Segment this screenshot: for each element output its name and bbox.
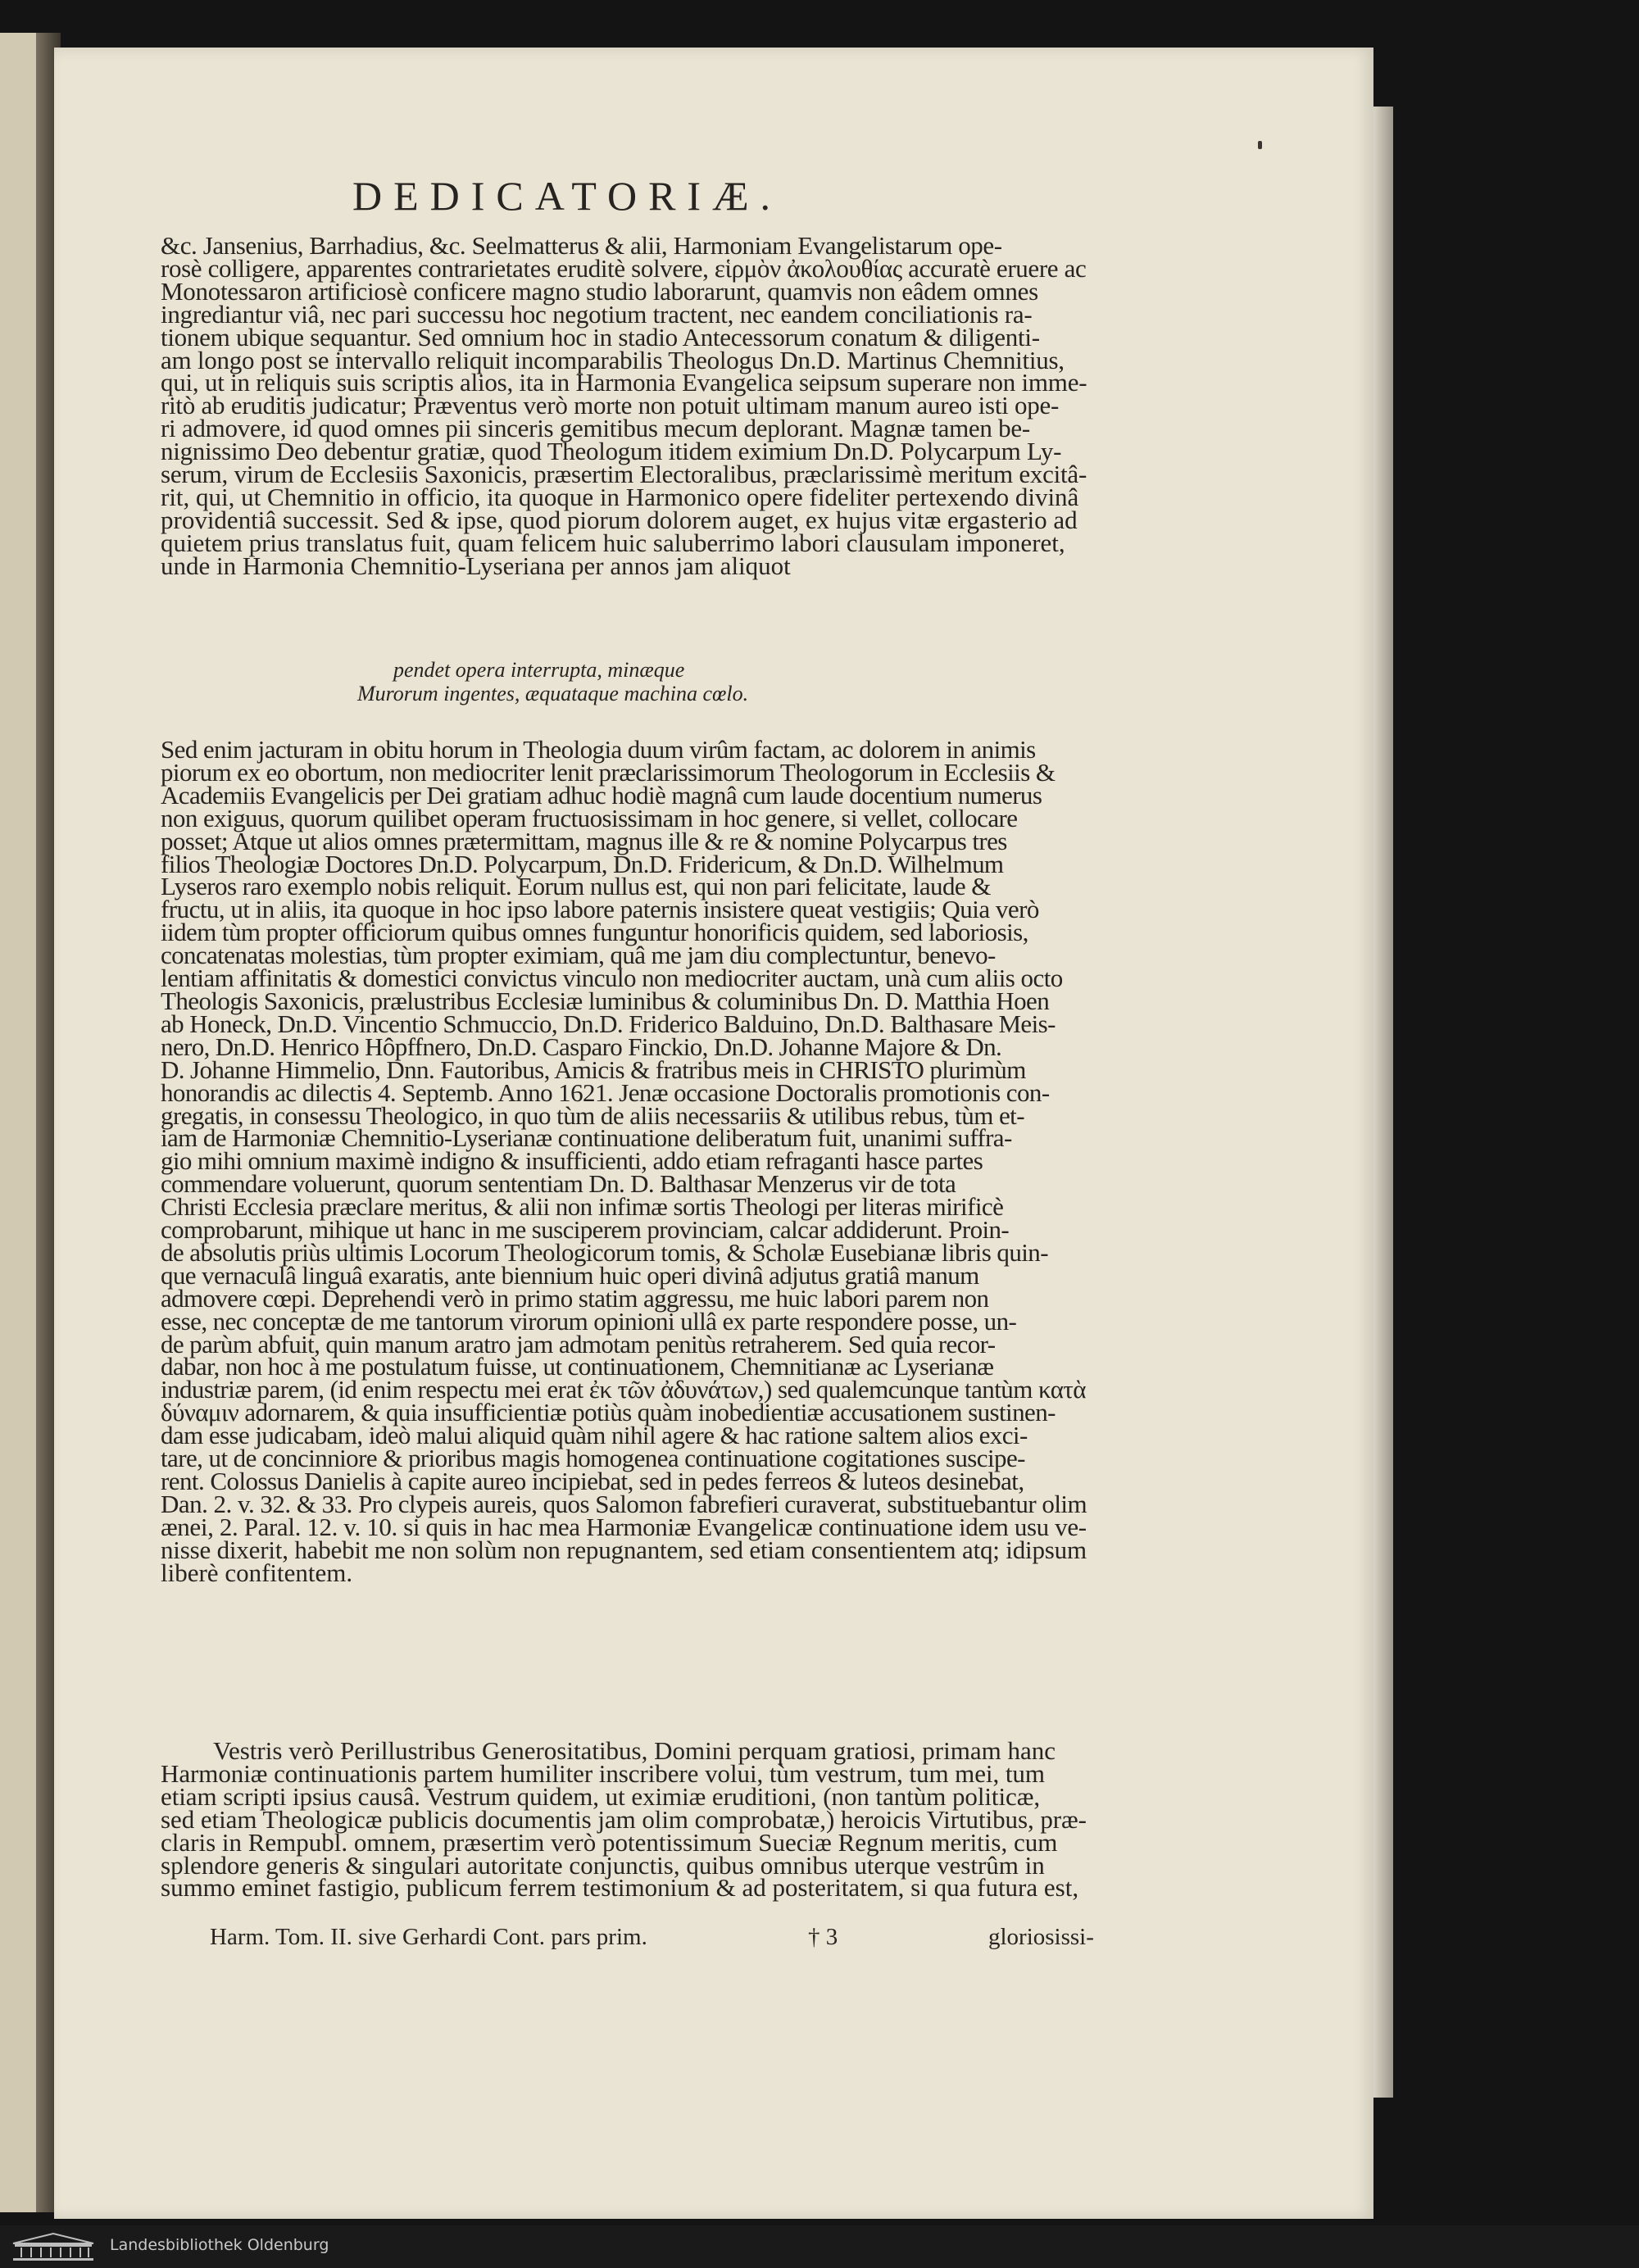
text-line: pendet opera interrupta, minæque [393, 658, 685, 682]
text-line: que vernaculâ linguâ exaratis, ante biennium huic operi divinâ adjutus gratiâ manum [161, 1260, 979, 1290]
text-line: gregatis, in consessu Theologico, in quo tùm de aliis necessariis & utilibus rebus, tùm et- [161, 1100, 1025, 1130]
text-line: Monotessaron artificiosè conficere magno studio laborarunt, quamvis non eâdem omnes [161, 276, 1038, 306]
text-line: ingrediantur viâ, nec pari successu hoc negotium tractent, nec eandem conciliationis ra- [161, 299, 1033, 329]
text-line: serum, virum de Ecclesiis Saxonicis, præsertim Electoralibus, præclarissimè meritum excitâ- [161, 460, 1087, 489]
text-line: iidem tùm propter officiorum quibus omnes funguntur honorificis quidem, sed laboriosis, [161, 918, 1028, 947]
ink-mark [1258, 141, 1262, 149]
text-line: commendare voluerunt, quorum sententiam Dn. D. Balthasar Menzerus vir de tota [161, 1169, 956, 1199]
text-line: Dan. 2. v. 32. & 33. Pro clypeis aureis, quos Salomon fabrefieri curaverat, substituebantur olim [161, 1489, 1087, 1518]
text-line: Academiis Evangelicis per Dei gratiam adhuc hodiè magnâ cum laude docentium numerus [161, 780, 1042, 810]
text-line: tionem ubique sequantur. Sed omnium hoc in stadio Antecessorum conatum & diligenti- [161, 322, 1040, 352]
library-name: Landesbibliothek Oldenburg [110, 2236, 329, 2254]
text-line: sed etiam Theologicæ publicis documentis jam olim comprobatæ,) heroicis Virtutibus, præ- [161, 1804, 1087, 1834]
catchword: gloriosissi- [988, 1924, 1094, 1950]
text-line: ænei, 2. Paral. 12. v. 10. si quis in hac mea Harmoniæ Evangelicæ continuatione idem usu ve- [161, 1512, 1087, 1541]
text-line: lentiam affinitatis & domestici convictus vinculo non mediocriter auctam, unà cum aliis octo [161, 964, 1063, 993]
text-line: non exiguus, quorum quilibet operam fructuosissimam in hoc genere, si vellet, collocare [161, 803, 1018, 832]
verse-quote [357, 658, 749, 705]
library-building-icon [8, 2230, 98, 2263]
text-line: fructu, ut in aliis, ita quoque in hoc ipso labore paternis insistere queat vestigiis; Quia verò [161, 895, 1039, 924]
text-line: posset; Atque ut alios omnes prætermittam, magnus ille & re & nomine Polycarpus tres [161, 826, 1007, 855]
text-line: etiam scripti ipsius causâ. Vestrum quidem, ut eximiæ eruditioni, (non tantùm politicæ, [161, 1781, 1041, 1811]
page-stack-edge [1373, 107, 1393, 2098]
text-line: Vestris verò Perillustribus Generositatibus, Domini perquam gratiosi, primam hanc [213, 1736, 1056, 1765]
text-line: ri admovere, id quod omnes pii sinceris gemitibus mecum deplorant. Magnæ tamen be- [161, 414, 1030, 443]
text-line: filios Theologiæ Doctores Dn.D. Polycarpum, Dn.D. Fridericum, & Dn.D. Wilhelmum [161, 849, 1004, 878]
text-line: tare, ut de concinniore & prioribus magis homogenea continuatione cogitationes suscipe- [161, 1444, 1025, 1473]
text-line: ritò ab eruditis judicatur; Præventus verò morte non potuit ultimam manum aureo isti ope- [161, 391, 1060, 420]
paragraph-3 [161, 1736, 1087, 1903]
text-line: nisse dixerit, habebit me non solùm non repugnantem, sed etiam consentientem atq; idipsum [161, 1535, 1087, 1564]
text-line: Sed enim jacturam in obitu horum in Theologia duum virûm factam, ac dolorem in animis [161, 735, 1036, 764]
text-line: dabar, non hoc à me postulatum fuisse, ut continuationem, Chemnitianæ ac Lyserianæ [161, 1352, 994, 1381]
text-line: honorandis ac dilectis 4. Septemb. Anno 1621. Jenæ occasione Doctoralis promotionis con- [161, 1077, 1050, 1107]
text-line: unde in Harmonia Chemnitio-Lyseriana per annos jam aliquot [161, 551, 791, 580]
text-line: concatenatas molestias, tùm propter eximiam, quâ me jam diu complectuntur, benevo- [161, 941, 996, 970]
text-line: iam de Harmoniæ Chemnitio-Lyserianæ continuatione deliberatum fuit, unanimi suffra- [161, 1123, 1012, 1153]
text-line: qui, ut in reliquis suis scriptis alios, ita in Harmonia Evangelica seipsum superare non imme- [161, 368, 1087, 397]
text-line: gio mihi omnium maximè indigno & insufficienti, addo etiam refraganti hasce partes [161, 1146, 983, 1176]
paragraph-2 [161, 735, 1087, 1587]
text-line: splendore generis & singulari autoritate conjunctis, quibus omnibus uterque vestrûm in [161, 1850, 1045, 1880]
text-line: providentiâ successit. Sed & ipse, quod piorum dolorem auget, ex hujus vitæ ergasterio ad [161, 505, 1078, 534]
text-line: quietem prius translatus fuit, quam felicem huic saluberrimo labori clausulam imponeret, [161, 528, 1065, 557]
text-line: liberè confitentem. [161, 1558, 353, 1587]
text-line: δύναμιν adornarem, & quia insufficientiæ potiùs quàm inobedientiæ accusationem sustinen- [161, 1398, 1056, 1427]
text-line: rit, qui, ut Chemnitio in officio, ita quoque in Harmonico opere fideliter pertexendo divinâ [161, 482, 1079, 511]
text-line: dam esse judicabam, ideò malui aliquid quàm nihil agere & hac ratione saltem alios exci- [161, 1421, 1028, 1450]
text-line: Lyseros raro exemplo nobis reliquit. Eorum nullus est, qui non pari felicitate, laude & [161, 872, 991, 901]
page-footer [210, 1924, 1111, 1953]
text-line: de absolutis priùs ultimis Locorum Theologicorum tomis, & Scholæ Eusebianæ libris quin- [161, 1237, 1048, 1267]
text-line: admovere cœpi. Deprehendi verò in primo statim aggressu, me huic labori parem non [161, 1283, 989, 1313]
paragraph-1 [161, 231, 1087, 580]
signature-mark: † 3 [808, 1924, 838, 1950]
running-title: Harm. Tom. II. sive Gerhardi Cont. pars prim. [210, 1924, 647, 1950]
text-line: rosè colligere, apparentes contrarietates eruditè solvere, εἱρμὸν ἀκολουθίας accuratè eruere ac [161, 253, 1087, 283]
text-line: Theologis Saxonicis, prælustribus Ecclesiæ luminibus & columinibus Dn. D. Matthia Hoen [161, 986, 1050, 1015]
text-line: comprobarunt, mihique ut hanc in me susciperem provinciam, calcar addiderunt. Proin- [161, 1215, 1010, 1245]
text-line: de parùm abfuit, quin manum aratro jam admotam penitùs retraherem. Sed quia recor- [161, 1329, 996, 1359]
text-line: nignissimo Deo debentur gratiæ, quod Theologum itidem eximium Dn.D. Polycarpum Ly- [161, 437, 1062, 466]
text-line: piorum ex eo obortum, non mediocriter lenit præclarissimorum Theologorum in Ecclesiis & [161, 757, 1056, 787]
page-heading: DEDICATORIÆ. [352, 173, 783, 219]
text-line: D. Johanne Himmelio, Dnn. Fautoribus, Amicis & fratribus meis in CHRISTO plurimùm [161, 1055, 1026, 1084]
text-line: industriæ parem, (id enim respectu mei erat ἐκ τῶν ἀδυνάτων,) sed qualemcunque tantùm κατὰ [161, 1375, 1086, 1404]
text-line: Harmoniæ continuationis partem humiliter inscribere volui, tùm vestrum, tum mei, tum [161, 1758, 1045, 1788]
text-line: esse, nec conceptæ de me tantorum virorum opinioni ullâ ex parte respondere posse, un- [161, 1306, 1017, 1336]
text-line: &c. Jansenius, Barrhadius, &c. Seelmatterus & alii, Harmoniam Evangelistarum ope- [161, 231, 1002, 260]
text-line: Christi Ecclesia præclare meritus, & alii non infimæ sortis Theologi per literas mirificè [161, 1192, 1004, 1222]
text-line: nero, Dn.D. Henrico Hôpffnero, Dn.D. Casparo Finckio, Dn.D. Johanne Majore & Dn. [161, 1032, 1002, 1061]
text-line: ab Honeck, Dn.D. Vincentio Schmuccio, Dn.D. Friderico Balduino, Dn.D. Balthasare Meis- [161, 1009, 1056, 1038]
text-line: am longo post se intervallo reliquit incomparabilis Theologus Dn.D. Martinus Chemnitius, [161, 345, 1065, 374]
text-line: rent. Colossus Danielis à capite aureo incipiebat, sed in pedes ferreos & luteos desinebat, [161, 1467, 1024, 1495]
text-line: claris in Rempubl. omnem, præsertim verò potentissimum Sueciæ Regnum meritis, cum [161, 1827, 1058, 1857]
text-line: Murorum ingentes, æquataque machina cœlo. [357, 682, 749, 705]
text-line: summo eminet fastigio, publicum ferrem testimonium & ad posteritatem, si qua futura est, [161, 1873, 1079, 1903]
